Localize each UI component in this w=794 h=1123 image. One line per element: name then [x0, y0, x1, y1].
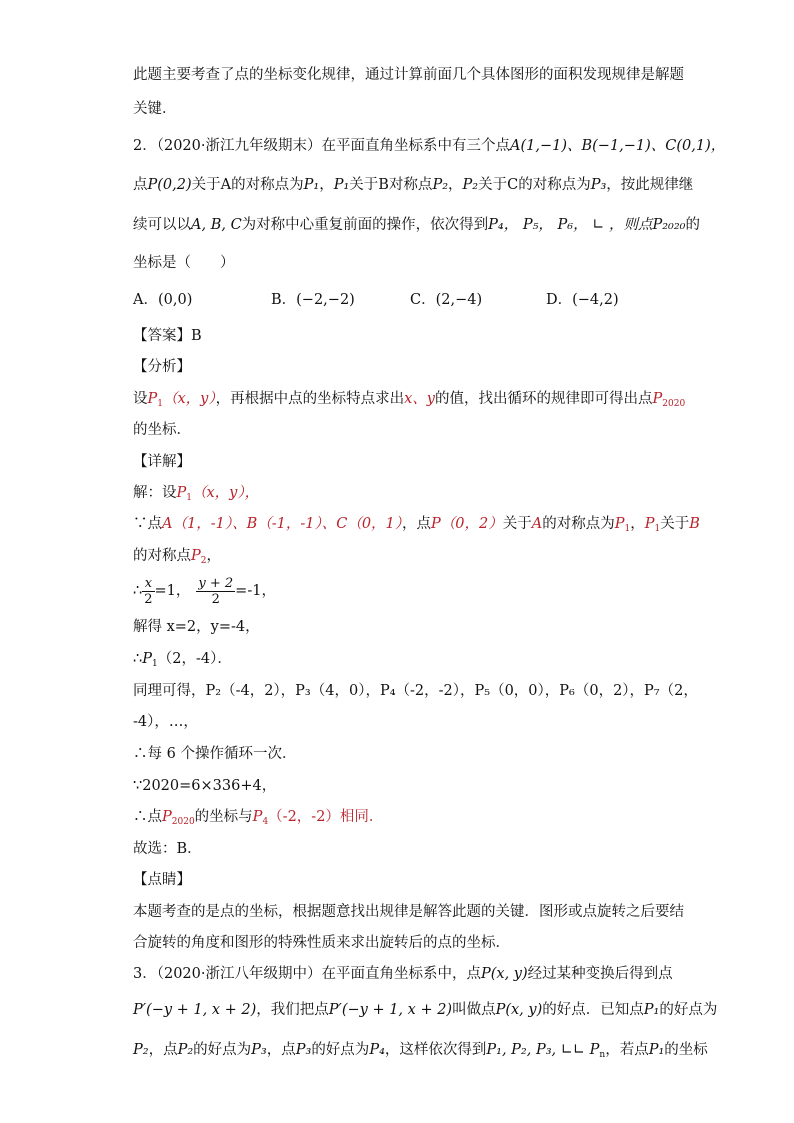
math-expression: P₁: [648, 1042, 665, 1058]
math-expression: A(1,−1)、B(−1,−1)、C(0,1)，: [509, 138, 726, 154]
math-expression: P₃: [251, 1042, 267, 1058]
math-expression: B: [689, 516, 700, 532]
subscript: 1: [157, 399, 163, 409]
text-segment: 关于B对称点: [349, 177, 433, 193]
math-expression: P₂: [133, 1042, 149, 1058]
math-expression: P(x, y): [480, 966, 528, 982]
text-segment: （2，-4）．: [157, 651, 232, 667]
math-expression: P₁: [643, 1002, 660, 1018]
subscript: 1: [624, 524, 631, 534]
subscript: 2020: [662, 399, 686, 409]
fraction-denominator: 2: [211, 591, 220, 607]
text-segment: 的值，找出循环的规律即可得出点: [435, 391, 653, 407]
math-expression: A: [531, 516, 543, 532]
text-line: 同理可得，P₂（-4，2），P₃（4，0），P₄（-2，-2），P₅（0，0），P₆（0，2），P₇（2，: [133, 683, 698, 699]
math-expression: P(x, y): [495, 1002, 543, 1018]
text-line: ∵2020=6×336+4，: [133, 778, 277, 794]
text-segment: 续可以以: [133, 217, 191, 233]
text-segment: ，按此规律继: [606, 177, 694, 193]
text-segment: 关于A的对称点为: [191, 177, 304, 193]
fraction: [196, 576, 235, 607]
math-expression: P: [162, 809, 172, 825]
text-line: 坐标是（ ）: [133, 255, 235, 271]
math-expression: P₂: [462, 177, 479, 193]
fraction-denominator: 2: [144, 591, 153, 607]
subscript: 1: [654, 524, 661, 534]
text-segment: ，这样依次得到: [384, 1042, 487, 1058]
math-expression: P: [614, 516, 625, 532]
math-expression: P′(−y + 1, x + 2): [328, 1002, 453, 1018]
text-segment: 的对称点: [133, 548, 191, 564]
math-expression: P: [252, 809, 263, 825]
text-segment: ∴点: [133, 809, 162, 825]
subscript: 2020: [171, 817, 195, 827]
text-segment: ∴: [133, 651, 143, 667]
text-segment: ，点: [402, 516, 432, 532]
choice-a: A．(0,0): [133, 292, 193, 308]
text-segment: 的对称点为: [542, 516, 615, 532]
math-expression: P: [644, 516, 655, 532]
question-2-stem-line3: [133, 215, 700, 235]
math-expression: P（0，2）: [431, 516, 503, 532]
text-segment: 关于C的对称点为: [478, 177, 591, 193]
question-2-stem-line2: [133, 175, 693, 195]
text-segment: 的好点为: [193, 1042, 252, 1058]
fraction: [142, 576, 154, 607]
text-segment: ，点: [148, 1042, 178, 1058]
text-segment: 叫做点: [452, 1002, 496, 1018]
text-segment: 解：设: [133, 485, 177, 501]
detail-line: [133, 649, 232, 674]
text-segment: 2．（2020·浙江九年级期末）在平面直角坐标系中有三个点: [133, 138, 510, 154]
text-segment: =-1，: [235, 583, 276, 599]
math-expression: P₂₀₂₀: [652, 217, 686, 233]
math-expression: P′(−y + 1, x + 2): [133, 1002, 257, 1018]
text-segment: ，再根据中点的坐标特点求出: [215, 391, 405, 407]
text-segment: ∴: [133, 583, 143, 599]
section-heading-analysis: 【分析】: [133, 359, 191, 375]
text-segment: 为对称中心重复前面的操作，依次得到: [241, 217, 489, 233]
subscript: 2: [200, 556, 207, 566]
section-heading-detail: 【详解】: [133, 454, 191, 470]
text-segment: 3．（2020·浙江八年级期中）在平面直角坐标系中，点: [133, 966, 481, 982]
text-segment: 的坐标: [664, 1042, 708, 1058]
text-segment: ，: [319, 177, 334, 193]
text-segment: 关于: [660, 516, 690, 532]
text-segment: 的好点为: [659, 1002, 718, 1018]
math-expression: A, B, C: [191, 217, 242, 233]
detail-line: [133, 483, 259, 508]
detail-equation: [133, 573, 276, 609]
text-segment: ，: [206, 548, 221, 564]
text-segment: 的好点．已知点: [542, 1002, 644, 1018]
question-2-stem: [133, 136, 725, 156]
text-segment: 的好点为: [311, 1042, 370, 1058]
text-segment: 的坐标与: [194, 809, 253, 825]
fraction-numerator: x: [142, 576, 154, 592]
math-expression: P₃: [590, 177, 607, 193]
subscript: n: [599, 1050, 606, 1060]
text-line: 的坐标．: [133, 422, 191, 438]
math-expression: （x，y），: [192, 485, 260, 501]
math-expression: P₁, P₂, P₃, ∟∟ P: [486, 1042, 600, 1058]
math-expression: P: [176, 485, 187, 501]
math-expression: x、y: [404, 391, 435, 407]
text-segment: ，点: [266, 1042, 296, 1058]
math-expression: P₄， P₅， P₆， ∟ ，则点: [488, 217, 653, 233]
math-expression: P₂: [432, 177, 449, 193]
section-heading-comment: 【点睛】: [133, 872, 191, 888]
text-line: 合旋转的角度和图形的特殊性质来求出旋转后的点的坐标．: [133, 935, 510, 951]
math-expression: P₁: [333, 177, 350, 193]
text-segment: ，: [448, 177, 463, 193]
text-segment: ，若点: [605, 1042, 649, 1058]
text-line: -4），…，: [133, 714, 198, 730]
math-expression: （x，y）: [163, 391, 216, 407]
text-line: 本题考查的是点的坐标，根据题意找出规律是解答此题的关键．图形或点旋转之后要结: [133, 904, 684, 920]
question-3-stem-line2: [133, 1000, 717, 1020]
choice-b: B．(−2,−2): [271, 292, 355, 308]
subscript: 4: [262, 817, 269, 827]
text-segment: ，我们把点: [256, 1002, 329, 1018]
text-line: 故选：B．: [133, 841, 202, 857]
text-line: 解得 x=2，y=-4，: [133, 619, 260, 635]
text-segment: =1，: [154, 583, 191, 599]
text-segment: 设: [133, 391, 148, 407]
subscript: 1: [152, 659, 158, 669]
detail-line: [133, 514, 700, 539]
analysis-line: [133, 389, 685, 414]
text-segment: ∵点: [133, 516, 162, 532]
text-segment: ，: [630, 516, 645, 532]
text-segment: （-2，-2）相同．: [268, 809, 384, 825]
text-segment: 点: [133, 177, 148, 193]
math-expression: P₁: [303, 177, 320, 193]
question-3-stem-line3: [133, 1040, 708, 1065]
subscript: 1: [186, 493, 192, 503]
math-expression: P(0,2): [147, 177, 192, 193]
math-expression: P₄: [369, 1042, 385, 1058]
text-segment: 关于: [502, 516, 532, 532]
text-line: ∴每 6 个操作循环一次．: [133, 746, 297, 762]
math-expression: P₃: [295, 1042, 312, 1058]
text-line: 关键．: [133, 101, 177, 117]
math-expression: P₂: [177, 1042, 194, 1058]
text-segment: 的: [685, 217, 700, 233]
answer-line: 【答案】B: [133, 328, 202, 344]
math-expression: A（1，-1）、B（-1，-1）、C（0，1）: [162, 516, 403, 532]
detail-line: [133, 546, 221, 571]
question-3-stem: [133, 964, 673, 984]
text-segment: 经过某种变换后得到点: [527, 966, 673, 982]
math-expression: P: [191, 548, 201, 564]
detail-line: [133, 807, 383, 832]
text-line: 此题主要考查了点的坐标变化规律，通过计算前面几个具体图形的面积发现规律是解题: [133, 67, 684, 83]
choice-c: C．(2,−4): [410, 292, 483, 308]
math-expression: P: [142, 651, 152, 667]
choice-d: D．(−4,2): [546, 292, 619, 308]
math-expression: P: [652, 391, 663, 407]
math-expression: P: [147, 391, 158, 407]
fraction-numerator: y + 2: [198, 575, 234, 591]
